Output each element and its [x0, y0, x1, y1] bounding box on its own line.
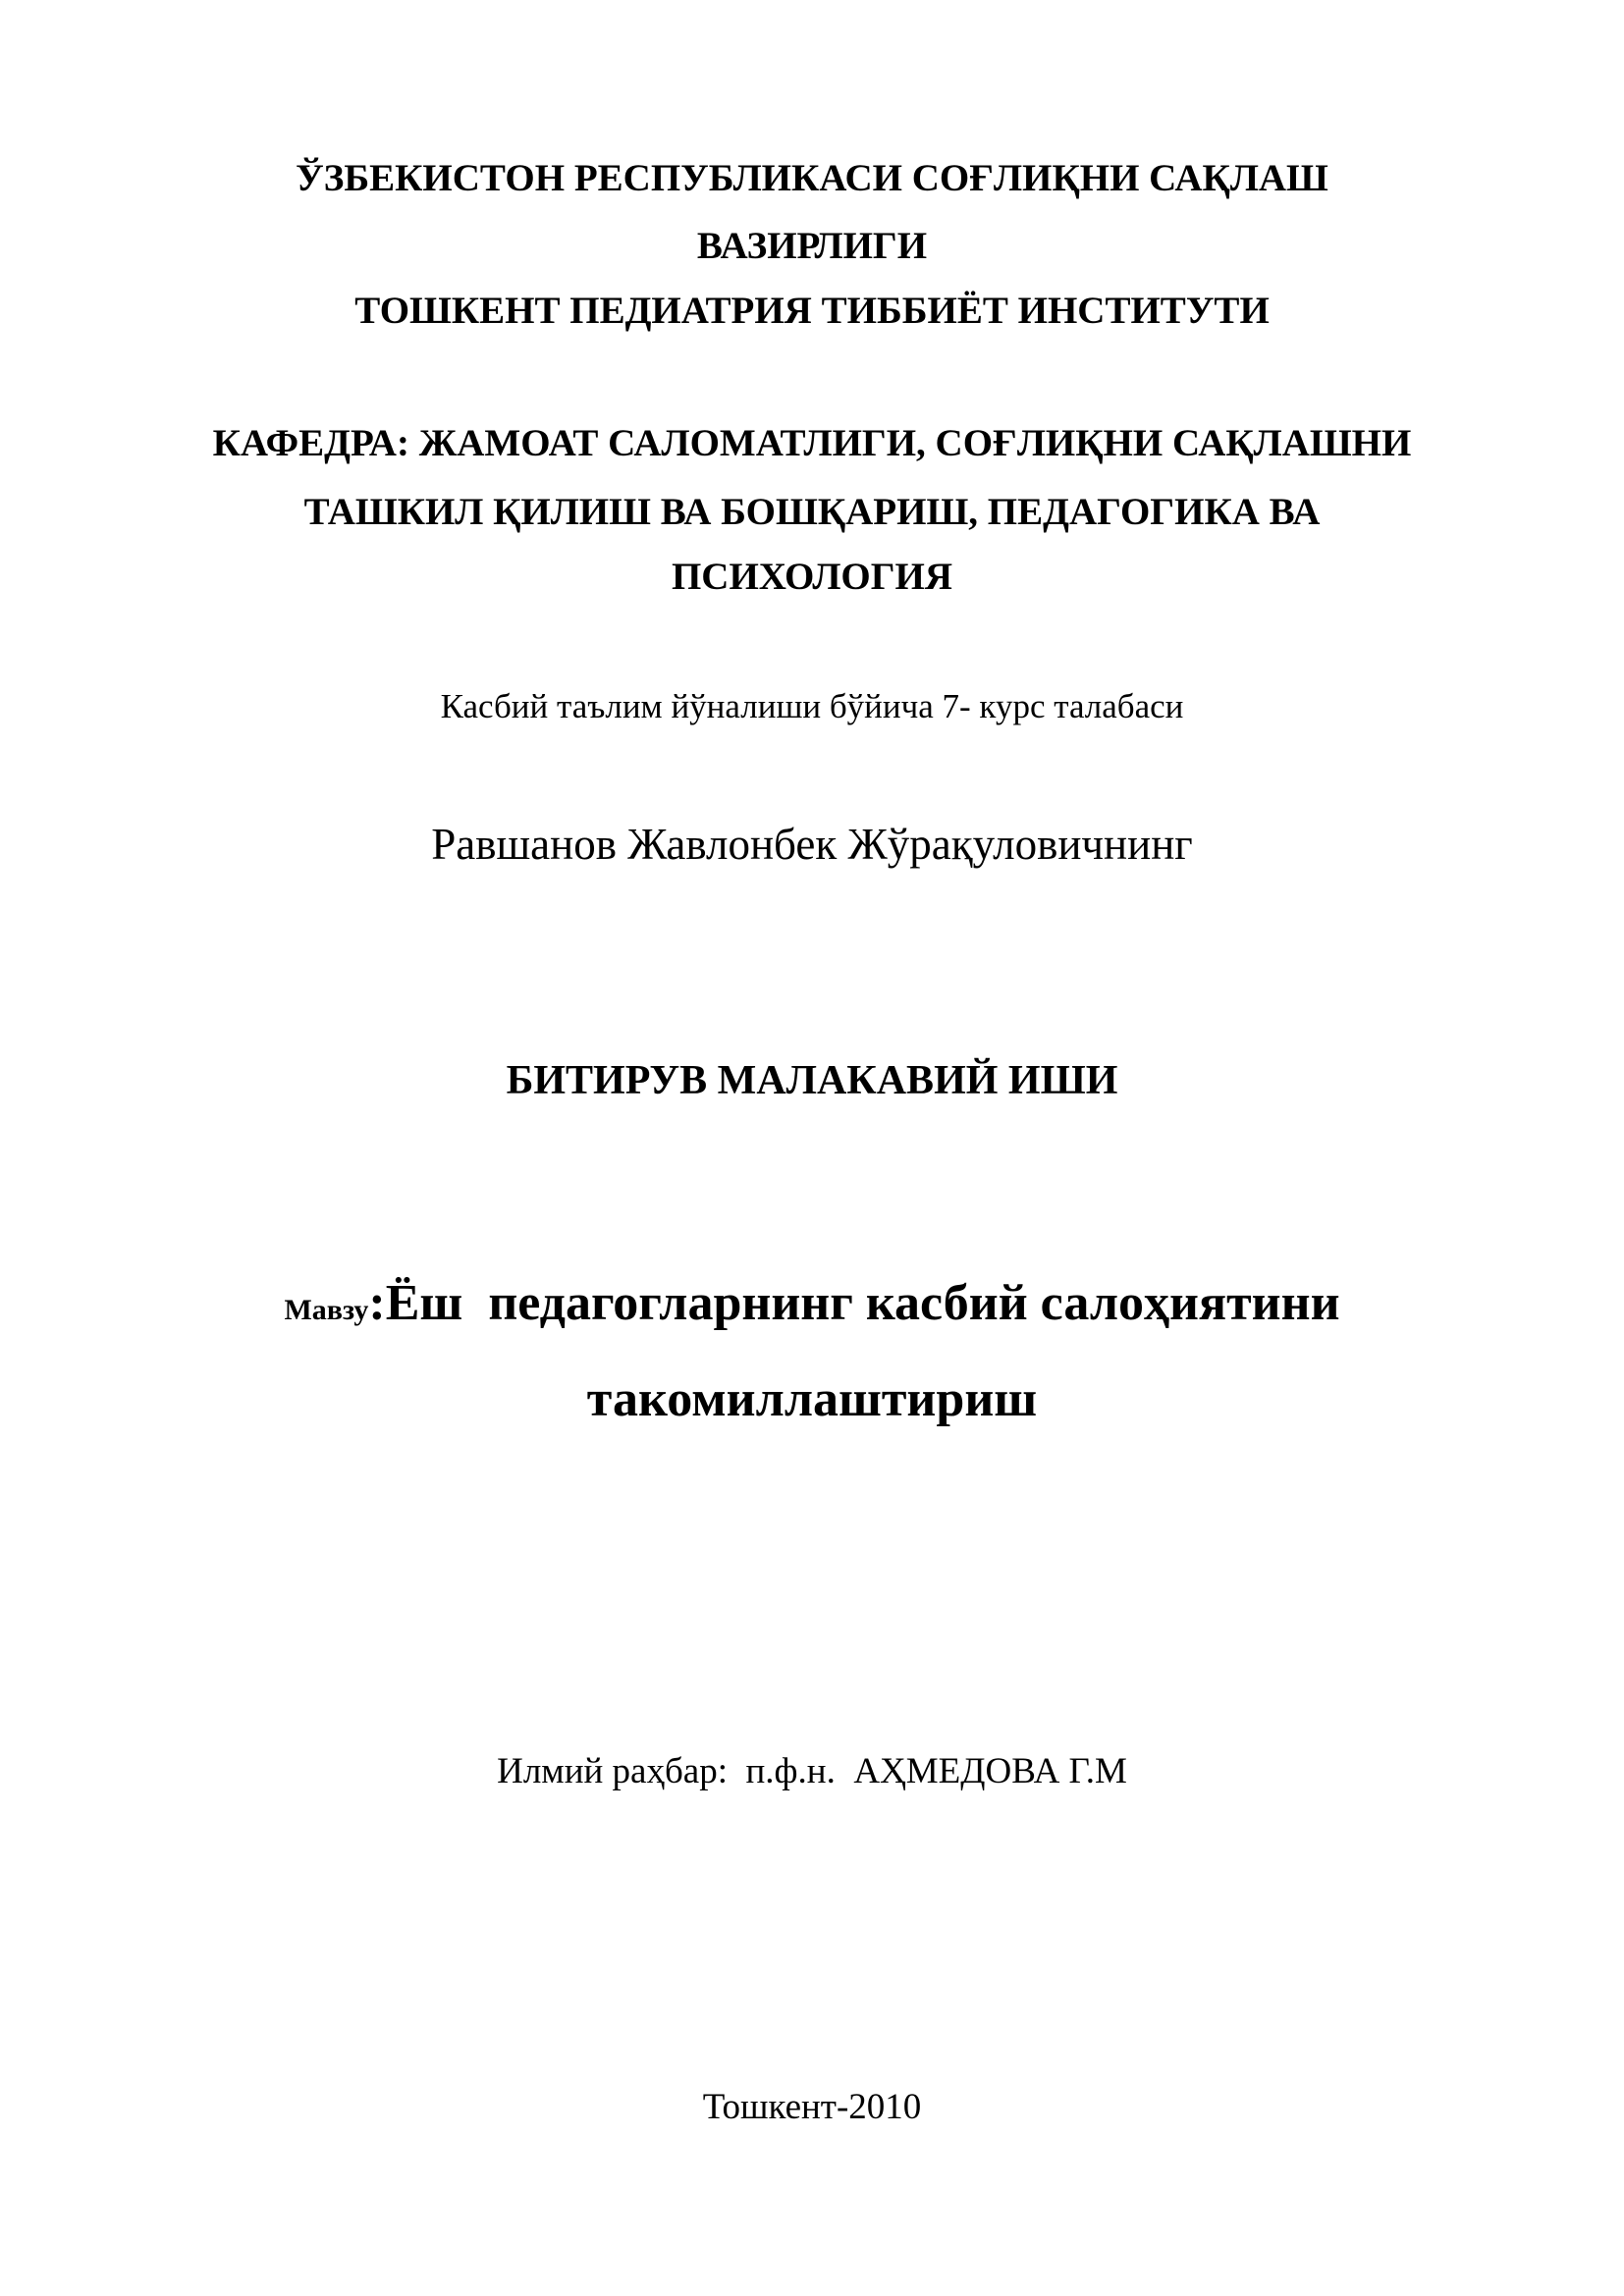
department-line-3: ПСИХОЛОГИЯ [671, 556, 953, 598]
work-type-heading: БИТИРУВ МАЛАКАВИЙ ИШИ [506, 1058, 1118, 1103]
topic-text-1: Ёш педагогларнинг касбий салоҳиятини [385, 1275, 1340, 1331]
department-line-2: ТАШКИЛ ҚИЛИШ ВА БОШҚАРИШ, ПЕДАГОГИКА ВА [303, 491, 1321, 533]
ministry-line-2: ВАЗИРЛИГИ [696, 225, 928, 267]
student-name: Равшанов Жавлонбек Жўрақуловичнинг [431, 820, 1193, 869]
department-line-1: КАФЕДРА: ЖАМОАТ САЛОМАТЛИГИ, СОҒЛИҚНИ САҚЛАШНИ [212, 422, 1412, 464]
institute-name: ТОШКЕНТ ПЕДИАТРИЯ ТИББИЁТ ИНСТИТУТИ [354, 290, 1270, 332]
topic-line-1 [0, 1275, 1624, 1331]
topic-label: Мавзу [284, 1294, 369, 1326]
topic-line-2: такомиллаштириш [586, 1371, 1038, 1427]
ministry-line-1: ЎЗБЕКИСТОН РЕСПУБЛИКАСИ СОҒЛИҚНИ САҚЛАШ [296, 157, 1328, 199]
topic-colon: : [368, 1275, 386, 1331]
city-year: Тошкент-2010 [702, 2087, 922, 2127]
scientific-advisor: Илмий раҳбар: п.ф.н. АҲМЕДОВА Г.М [497, 1751, 1127, 1791]
student-description: Касбий таълим йўналиши бўйича 7- курс талабаси [440, 687, 1184, 725]
